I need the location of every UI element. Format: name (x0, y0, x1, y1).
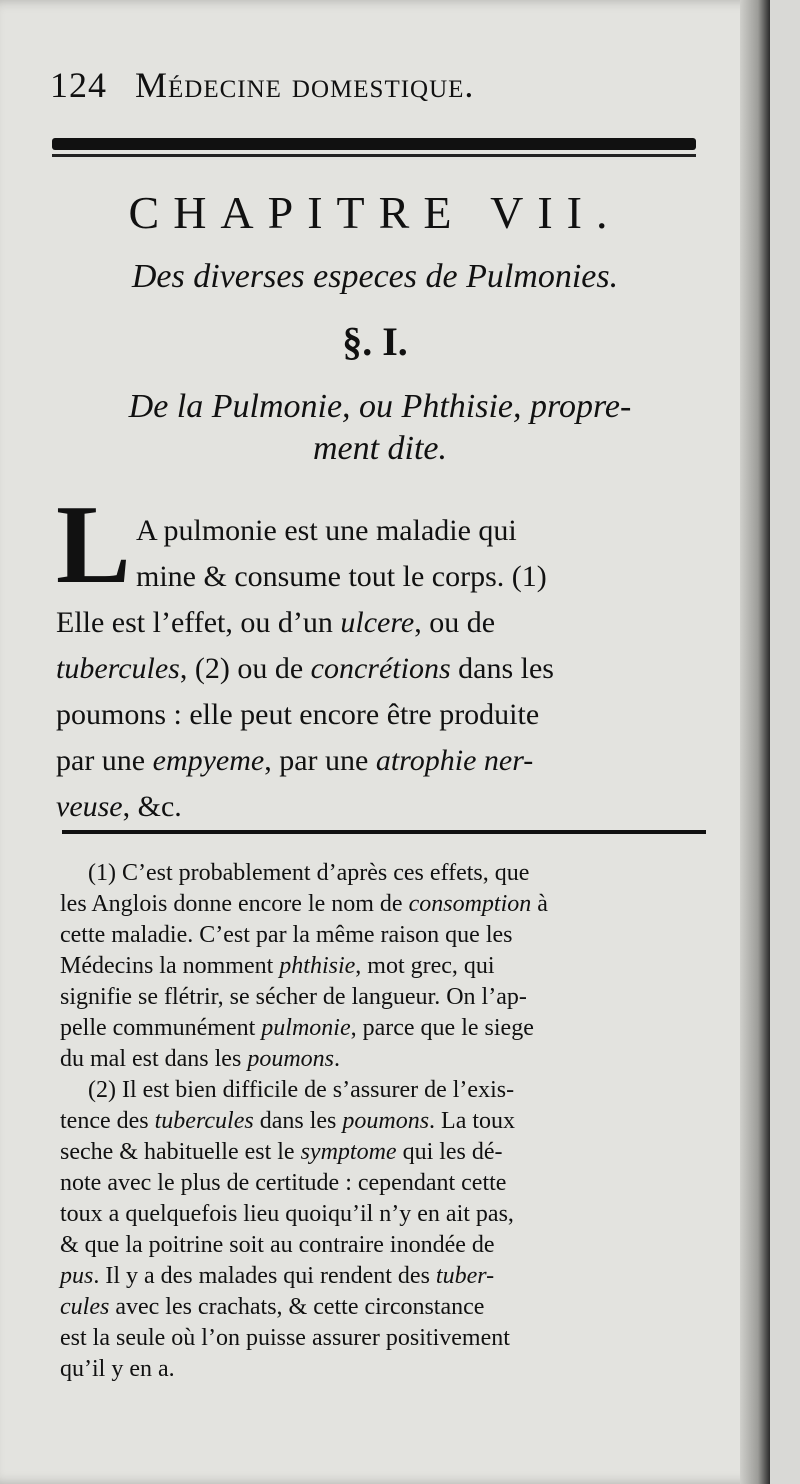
italic-term: concrétions (310, 652, 451, 685)
footnote-line: toux a quelquefois lieu quoiqu’il n’y en ait pas, (60, 1201, 514, 1227)
footnote-line: est la seule où l’on puisse assurer positivement (60, 1325, 510, 1351)
body-text-line: poumons : elle peut encore être produite (56, 698, 540, 731)
footnote-line: note avec le plus de certitude : cependant cette (60, 1170, 507, 1196)
italic-term: pulmonie (261, 1015, 351, 1041)
footnote-line: cette maladie. C’est par la même raison que les (60, 922, 513, 948)
footnote-line: & que la poitrine soit au contraire inondée de (60, 1232, 495, 1258)
footnote-line: signifie se flétrir, se sécher de langueur. On l’ap- (60, 984, 527, 1010)
chapter-subtitle: Des diverses especes de Pulmonies. (131, 258, 619, 295)
italic-term: ulcere (340, 606, 415, 639)
italic-term: atrophie ner- (375, 744, 534, 777)
italic-term: empyeme (152, 744, 265, 777)
drop-cap: L (56, 483, 131, 607)
italic-term: symptome (300, 1139, 397, 1165)
footnote-line: (1) C’est probablement d’après ces effets, que (88, 860, 530, 886)
italic-term: phthisie (279, 953, 356, 979)
italic-term: veuse (56, 790, 123, 823)
footnote-line: tence des tubercules dans les poumons. La toux (60, 1108, 516, 1134)
footnote-line: les Anglois donne encore le nom de consomption à (60, 891, 548, 917)
footnote-line: du mal est dans les poumons. (60, 1046, 340, 1072)
footnote-line: cules avec les crachats, & cette circonstance (60, 1294, 485, 1320)
footnote-line: Médecins la nomment phthisie, mot grec, qui (60, 953, 495, 979)
italic-term: poumons (342, 1108, 430, 1134)
body-text-line: tubercules, (2) ou de concrétions dans les (56, 652, 554, 685)
section-title (60, 386, 700, 470)
chapter-heading: CHAPITRE VII. (128, 187, 622, 238)
section-title-line-2: ment dite. (312, 430, 448, 467)
body-text-line: veuse, &c. (56, 790, 182, 823)
header-rule-thick (52, 138, 696, 150)
page-number: 124 (50, 65, 107, 105)
running-title: Médecine domestique. (135, 65, 475, 105)
italic-term: consomption (408, 891, 532, 917)
footnote-line: pus. Il y a des malades qui rendent des tuber- (60, 1263, 495, 1289)
section-title-line-1: De la Pulmonie, ou Phthisie, propre- (128, 388, 632, 425)
book-spine (740, 0, 770, 1484)
running-head (50, 64, 700, 106)
body-text-line: A pulmonie est une maladie qui (136, 514, 517, 547)
header-rule-thin (52, 154, 696, 157)
italic-term: tubercules (56, 652, 180, 685)
body-text-line: par une empyeme, par une atrophie ner- (56, 744, 534, 777)
italic-term: pus (60, 1263, 94, 1289)
italic-term: poumons (247, 1046, 334, 1072)
body-text (56, 508, 706, 830)
footnote-line: qu’il y en a. (60, 1356, 175, 1382)
footnote-rule (62, 830, 706, 834)
body-text-line: Elle est l’effet, ou d’un ulcere, ou de (56, 606, 496, 639)
footnote-line: pelle communément pulmonie, parce que le siege (60, 1015, 534, 1041)
section-number: §. I. (342, 319, 408, 364)
italic-term: cules (60, 1294, 110, 1320)
footnote-line: seche & habituelle est le symptome qui les dé- (60, 1139, 503, 1165)
footnotes (60, 858, 710, 1385)
body-text-line: mine & consume tout le corps. (1) (136, 560, 547, 593)
italic-term: tubercules (154, 1108, 254, 1134)
footnote-line: (2) Il est bien difficile de s’assurer de l’exis- (88, 1077, 515, 1103)
italic-term: tuber- (435, 1263, 495, 1289)
